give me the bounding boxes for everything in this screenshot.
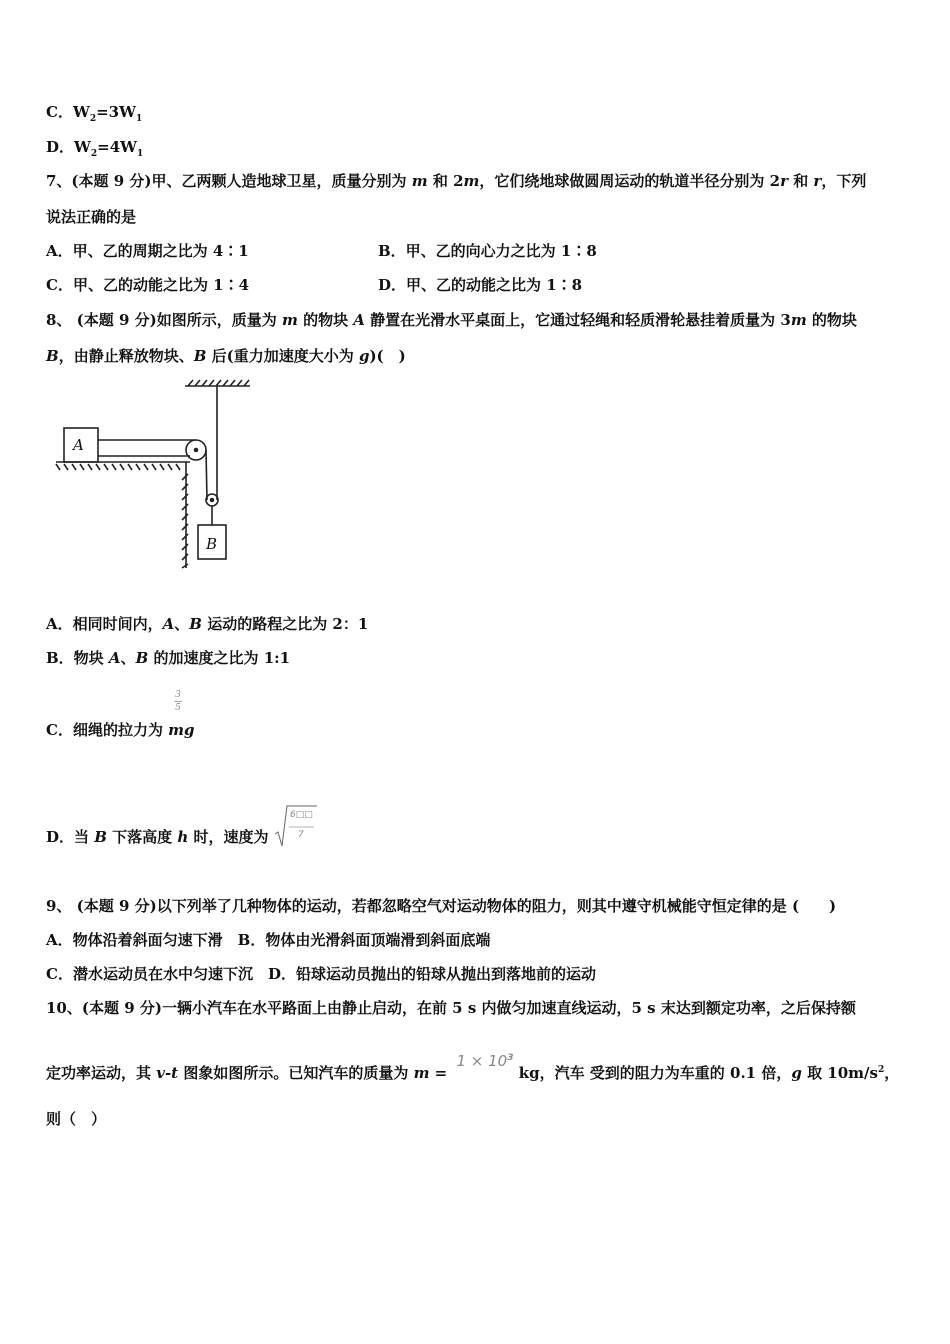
q7-stem-line2: 说法正确的是 bbox=[46, 208, 137, 226]
q8-option-c-fraction: 3 5 bbox=[175, 690, 181, 713]
q7-options-row2 bbox=[46, 275, 583, 295]
q8-stem-line1: 8、 (本题 9 分)如图所示，质量为 m 的物块 A 静置在光滑水平桌面上，它通过轻绳和轻质滑轮悬挂着质量为 3m 的物块 bbox=[46, 311, 857, 329]
q8-figure-label-a: A bbox=[73, 436, 84, 454]
q8-stem-line2: B，由静止释放物块、B 后(重力加速度大小为 g)( ) bbox=[46, 347, 406, 365]
q8-option-a: A．相同时间内，A、B 运动的路程之比为 2：1 bbox=[46, 615, 369, 633]
q10-stem-line2: 定功率运动，其 v-t 图象如图所示。已知汽车的质量为 $m = 1 \times 10^3$ kg，汽车 受到的阻力为车重的 0.1 倍，g 取 $10m/s^2$， bbox=[46, 1052, 900, 1082]
q10-stem-line3: 则（ ） bbox=[46, 1110, 107, 1128]
q8-option-c: C．细绳的拉力为 mg bbox=[46, 721, 195, 739]
q8-option-b: B．物块 A、B 的加速度之比为 1:1 bbox=[46, 649, 291, 667]
q7-option-a: A．甲、乙的周期之比为 4∶1 bbox=[46, 242, 249, 260]
q7-stem-line1: 7、(本题 9 分)甲、乙两颗人造地球卫星，质量分别为 m 和 2m，它们绕地球做圆周运动的轨道半径分别为 2r 和 r，下列 bbox=[46, 172, 867, 190]
q7-option-c: C．甲、乙的动能之比为 1∶4 bbox=[46, 276, 250, 294]
q7-option-b: B．甲、乙的向心力之比为 1∶8 bbox=[378, 242, 597, 260]
q8-pulley-figure bbox=[50, 378, 270, 578]
q8-figure-label-b: B bbox=[206, 535, 218, 553]
q7-option-d: D．甲、乙的动能之比为 1∶8 bbox=[378, 276, 583, 294]
q6-option-d: D．$W_2=4W_1$ bbox=[46, 138, 144, 159]
q10-stem-line1: 10、(本题 9 分)一辆小汽车在水平路面上由静止启动，在前 5 s 内做匀加速直线运动，5 s 末达到额定功率，之后保持额 bbox=[46, 999, 856, 1017]
q9-options-ab: A．物体沿着斜面匀速下滑 B．物体由光滑斜面顶端滑到斜面底端 bbox=[46, 931, 491, 949]
q8-sqrt-numerator: 6□□ bbox=[290, 810, 313, 820]
q8-sqrt-denominator: 7 bbox=[298, 830, 304, 840]
q6-option-c: C．$W_2=3W_1$ bbox=[46, 103, 143, 124]
q7-options-row1 bbox=[46, 241, 597, 261]
q9-options-cd: C．潜水运动员在水中匀速下沉 D．铅球运动员抛出的铅球从抛出到落地前的运动 bbox=[46, 965, 596, 983]
q9-stem: 9、 (本题 9 分)以下列举了几种物体的运动，若都忽略空气对运动物体的阻力，则其中遵守机械能守恒定律的是 ( ) bbox=[46, 897, 837, 915]
q8-option-d: D．当 B 下落高度 h 时，速度为 bbox=[46, 828, 269, 846]
